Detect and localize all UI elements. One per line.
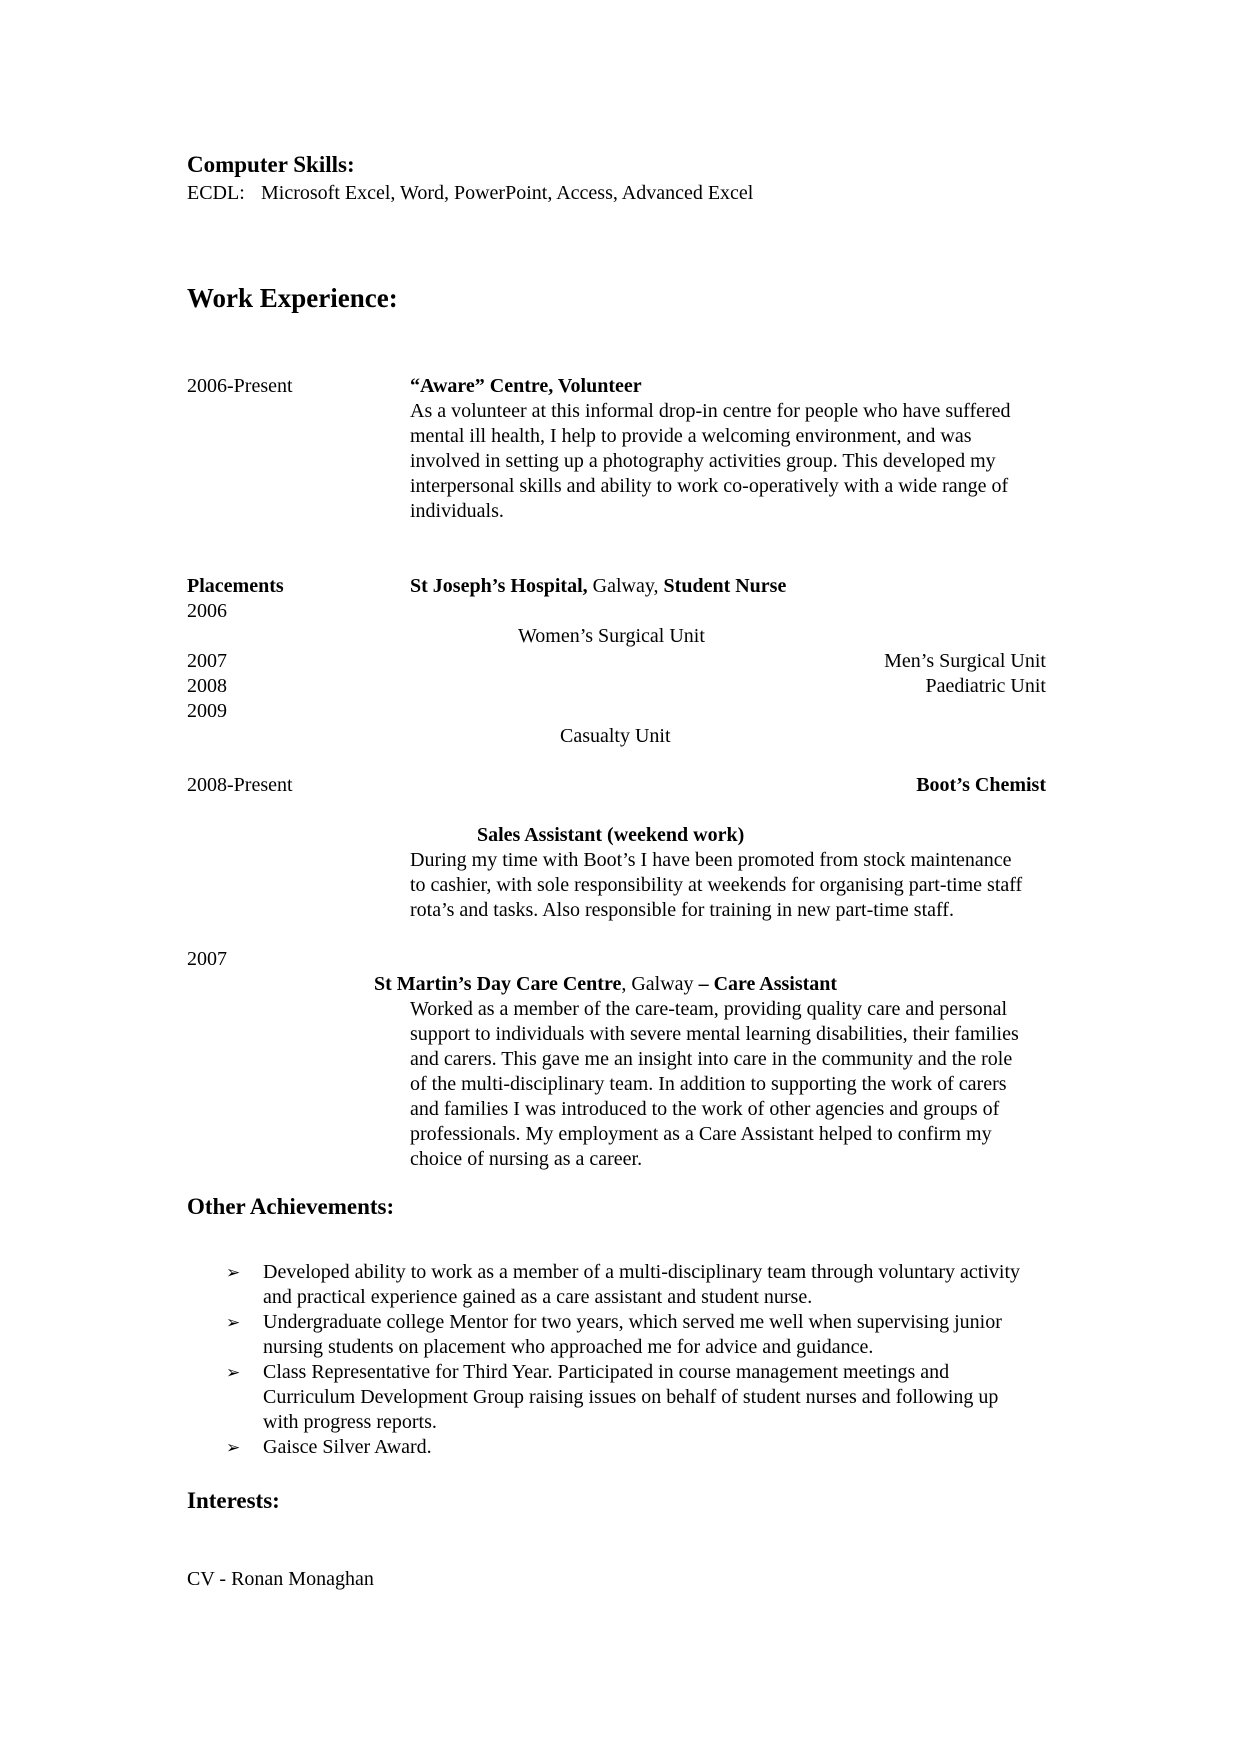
- st-martins-line: and carers. This gave me an insight into care in the community and the role: [410, 1048, 1013, 1070]
- boots-line: During my time with Boot’s I have been promoted from stock maintenance: [410, 849, 1012, 871]
- interests-heading: Interests:: [187, 1488, 280, 1513]
- st-martins-location: , Galway: [621, 973, 699, 995]
- hospital-location: Galway,: [587, 575, 664, 597]
- st-martins-line: support to individuals with severe mental learning disabilities, their families: [410, 1023, 1019, 1045]
- aware-line: mental ill health, I help to provide a welcoming environment, and was: [410, 425, 972, 447]
- st-martins-line: and families I was introduced to the work of other agencies and groups of: [410, 1098, 1000, 1120]
- computer-skills-heading: Computer Skills:: [187, 152, 355, 177]
- achievement-line: nursing students on placement who approached me for advice and guidance.: [263, 1336, 874, 1358]
- ecdl-label: ECDL:: [187, 182, 245, 204]
- st-martins-role: – Care Assistant: [698, 973, 838, 995]
- placement-unit: Paediatric Unit: [925, 675, 1046, 697]
- aware-line: involved in setting up a photography activities group. This developed my: [410, 450, 996, 472]
- boots-line: rota’s and tasks. Also responsible for training in new part-time staff.: [410, 899, 954, 921]
- boots-date: 2008-Present: [187, 774, 293, 796]
- st-martins-line: Worked as a member of the care-team, providing quality care and personal: [410, 998, 1008, 1020]
- achievements-list: [226, 1260, 1076, 1460]
- aware-line: As a volunteer at this informal drop-in centre for people who have suffered: [410, 400, 1011, 422]
- placement-year: 2009: [187, 700, 227, 722]
- st-martins-line: of the multi-disciplinary team. In addition to supporting the work of carers: [410, 1073, 1007, 1095]
- placement-year: 2006: [187, 600, 227, 622]
- achievement-line: with progress reports.: [263, 1411, 437, 1433]
- aware-title: “Aware” Centre, Volunteer: [410, 375, 642, 397]
- achievement-item: [226, 1260, 1076, 1310]
- achievement-line: Gaisce Silver Award.: [263, 1436, 432, 1458]
- boots-role: Sales Assistant (weekend work): [477, 824, 745, 846]
- placement-year: 2007: [187, 650, 227, 672]
- st-martins-title: [374, 972, 837, 997]
- hospital-name: St Joseph’s Hospital,: [410, 575, 588, 597]
- achievement-item: [226, 1435, 1076, 1460]
- ecdl-skills: Microsoft Excel, Word, PowerPoint, Access, Advanced Excel: [261, 182, 754, 204]
- placements-title: [410, 574, 786, 599]
- boots-employer: Boot’s Chemist: [916, 774, 1046, 796]
- placements-label: Placements: [187, 575, 284, 597]
- placement-unit: Casualty Unit: [560, 725, 671, 747]
- arrow-bullet-icon: ➢: [226, 1313, 241, 1332]
- achievement-line: Undergraduate college Mentor for two years, which served me well when supervising junior: [263, 1311, 1002, 1333]
- achievement-line: Developed ability to work as a member of a multi-disciplinary team through voluntary activity: [263, 1261, 1021, 1283]
- achievement-item: [226, 1310, 1076, 1360]
- work-experience-heading: Work Experience:: [187, 283, 398, 313]
- arrow-bullet-icon: ➢: [226, 1438, 241, 1457]
- st-martins-description: [410, 997, 1019, 1172]
- boots-line: to cashier, with sole responsibility at weekends for organising part-time staff: [410, 874, 1023, 896]
- placement-role: Student Nurse: [663, 575, 787, 597]
- aware-description: [410, 399, 1011, 524]
- aware-line: individuals.: [410, 500, 504, 522]
- footer-text: CV - Ronan Monaghan: [187, 1568, 374, 1590]
- st-martins-line: choice of nursing as a career.: [410, 1148, 643, 1170]
- boots-description: [410, 848, 1022, 923]
- achievement-line: Class Representative for Third Year. Participated in course management meetings and: [263, 1361, 950, 1383]
- st-martins-employer: St Martin’s Day Care Centre: [374, 973, 622, 995]
- st-martins-line: professionals. My employment as a Care Assistant helped to confirm my: [410, 1123, 992, 1145]
- st-martins-date: 2007: [187, 948, 227, 970]
- placement-unit: Men’s Surgical Unit: [884, 650, 1046, 672]
- other-achievements-heading: Other Achievements:: [187, 1194, 395, 1219]
- placement-year: 2008: [187, 675, 227, 697]
- arrow-bullet-icon: ➢: [226, 1263, 241, 1282]
- achievement-item: [226, 1360, 1076, 1435]
- achievement-line: and practical experience gained as a care assistant and student nurse.: [263, 1286, 813, 1308]
- achievement-line: Curriculum Development Group raising issues on behalf of student nurses and following up: [263, 1386, 999, 1408]
- arrow-bullet-icon: ➢: [226, 1363, 241, 1382]
- aware-line: interpersonal skills and ability to work co-operatively with a wide range of: [410, 475, 1009, 497]
- aware-date: 2006-Present: [187, 375, 293, 397]
- placement-unit: Women’s Surgical Unit: [518, 625, 705, 647]
